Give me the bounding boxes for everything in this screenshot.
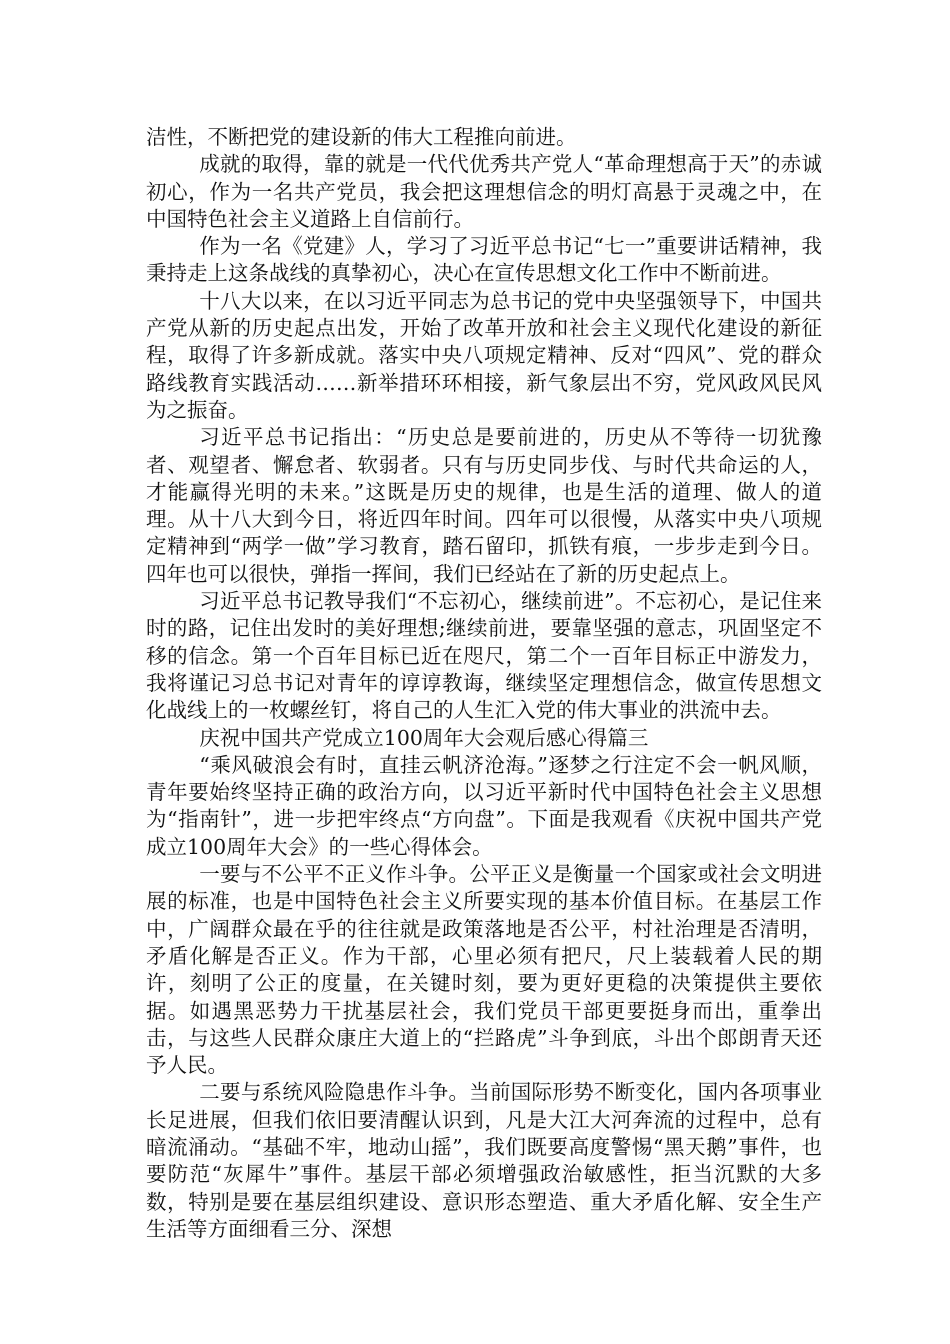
paragraph: 作为一名《党建》人，学习了习近平总书记“七一”重要讲话精神，我秉持走上这条战线的真挚初心，决心在宣传思想文化工作中不断前进。 [146, 234, 822, 286]
document-page [146, 124, 822, 1243]
paragraph: 二要与系统风险隐患作斗争。当前国际形势不断变化，国内各项事业长足进展，但我们依旧要清醒认识到，凡是大江大河奔流的过程中，总有暗流涌动。“基础不牢，地动山摇”，我们既要高度警惕“黑天鹅”事件，也要防范“灰犀牛”事件。基层干部必须增强政治敏感性，拒当沉默的大多数，特别是要在基层组织建设、意识形态塑造、重大矛盾化解、安全生产生活等方面细看三分、深想 [146, 1080, 822, 1241]
paragraph: 十八大以来，在以习近平同志为总书记的党中央坚强领导下，中国共产党从新的历史起点出发，开始了改革开放和社会主义现代化建设的新征程，取得了许多新成就。落实中央八项规定精神、反对“四风”、党的群众路线教育实践活动……新举措环环相接，新气象层出不穷，党风政风民风为之振奋。 [146, 288, 822, 422]
paragraph: 习近平总书记教导我们“不忘初心，继续前进”。不忘初心，是记住来时的路，记住出发时的美好理想;继续前进，要靠坚强的意志，巩固坚定不移的信念。第一个百年目标已近在咫尺，第二个一百年目标正中游发力，我将谨记习总书记对青年的谆谆教诲，继续坚定理想信念，做宣传思想文化战线上的一枚螺丝钉，将自己的人生汇入党的伟大事业的洪流中去。 [146, 589, 822, 723]
paragraph: 一要与不公平不正义作斗争。公平正义是衡量一个国家或社会文明进展的标准，也是中国特色社会主义所要实现的基本价值目标。在基层工作中，广阔群众最在乎的往往就是政策落地是否公平，村社治理是否清明，矛盾化解是否正义。作为干部，心里必须有把尺，尺上装载着人民的期许，刻明了公正的度量，在关键时刻，要为更好更稳的决策提供主要依据。如遇黑恶势力干扰基层社会，我们党员干部更要挺身而出，重拳出击，与这些人民群众康庄大道上的“拦路虎”斗争到底，斗出个郎朗青天还予人民。 [146, 862, 822, 1078]
paragraph: 洁性，不断把党的建设新的伟大工程推向前进。 [146, 125, 577, 149]
paragraph: 成就的取得，靠的就是一代代优秀共产党人“革命理想高于天”的赤诚初心，作为一名共产党员，我会把这理想信念的明灯高悬于灵魂之中，在中国特色社会主义道路上自信前行。 [146, 152, 822, 231]
section-heading: 庆祝中国共产党成立100周年大会观后感心得篇三 [199, 725, 649, 750]
paragraph: “乘风破浪会有时，直挂云帆济沧海。”逐梦之行注定不会一帆风顺，青年要始终坚持正确的政治方向，以习近平新时代中国特色社会主义思想为“指南针”，进一步把牢终点“方向盘”。下面是我观看《庆祝中国共产党成立100周年大会》的一些心得体会。 [146, 752, 822, 859]
paragraph: 习近平总书记指出：“历史总是要前进的，历史从不等待一切犹豫者、观望者、懈怠者、软弱者。只有与历史同步伐、与时代共命运的人，才能赢得光明的未来。”这既是历史的规律，也是生活的道理、做人的道理。从十八大到今日，将近四年时间。四年可以很慢，从落实中央八项规定精神到“两学一做”学习教育，踏石留印，抓铁有痕，一步步走到今日。四年也可以很快，弹指一挥间，我们已经站在了新的历史起点上。 [146, 425, 822, 586]
